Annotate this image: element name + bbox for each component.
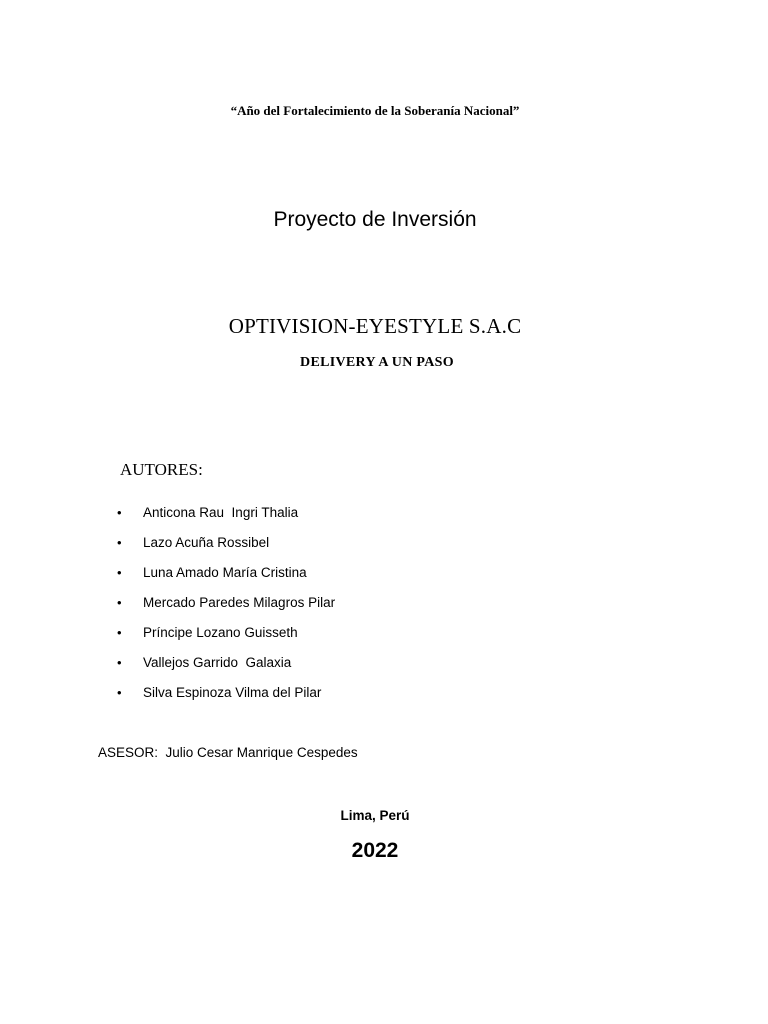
list-item — [117, 684, 335, 714]
project-subtitle: DELIVERY A UN PASO — [300, 355, 454, 370]
author-name: Luna Amado María Cristina — [143, 565, 307, 580]
year-line: 2022 — [351, 839, 399, 862]
authors-heading: AUTORES: — [120, 460, 203, 479]
list-item — [117, 624, 335, 654]
list-item — [117, 654, 335, 684]
bullet-icon: • — [117, 685, 122, 700]
bullet-icon: • — [117, 625, 122, 640]
company-name: OPTIVISION-EYESTYLE S.A.C — [228, 314, 522, 338]
list-item — [117, 534, 335, 564]
bullet-icon: • — [117, 655, 122, 670]
author-name: Príncipe Lozano Guisseth — [143, 625, 298, 640]
author-name: Vallejos Garrido Galaxia — [143, 655, 292, 670]
bullet-icon: • — [117, 535, 122, 550]
bullet-icon: • — [117, 595, 122, 610]
document-title: Proyecto de Inversión — [273, 208, 477, 231]
place-line: Lima, Perú — [340, 808, 410, 823]
author-name: Mercado Paredes Milagros Pilar — [143, 595, 336, 610]
author-name: Anticona Rau Ingri Thalia — [143, 505, 299, 520]
advisor-line: ASESOR: Julio Cesar Manrique Cespedes — [98, 745, 358, 760]
author-name: Silva Espinoza Vilma del Pilar — [143, 685, 322, 700]
bullet-icon: • — [117, 505, 122, 520]
list-item — [117, 504, 335, 534]
bullet-icon: • — [117, 565, 122, 580]
author-name: Lazo Acuña Rossibel — [143, 535, 270, 550]
authors-list — [117, 504, 335, 714]
list-item — [117, 594, 335, 624]
list-item — [117, 564, 335, 594]
year-motto: “Año del Fortalecimiento de la Soberanía Nacional” — [230, 103, 520, 118]
